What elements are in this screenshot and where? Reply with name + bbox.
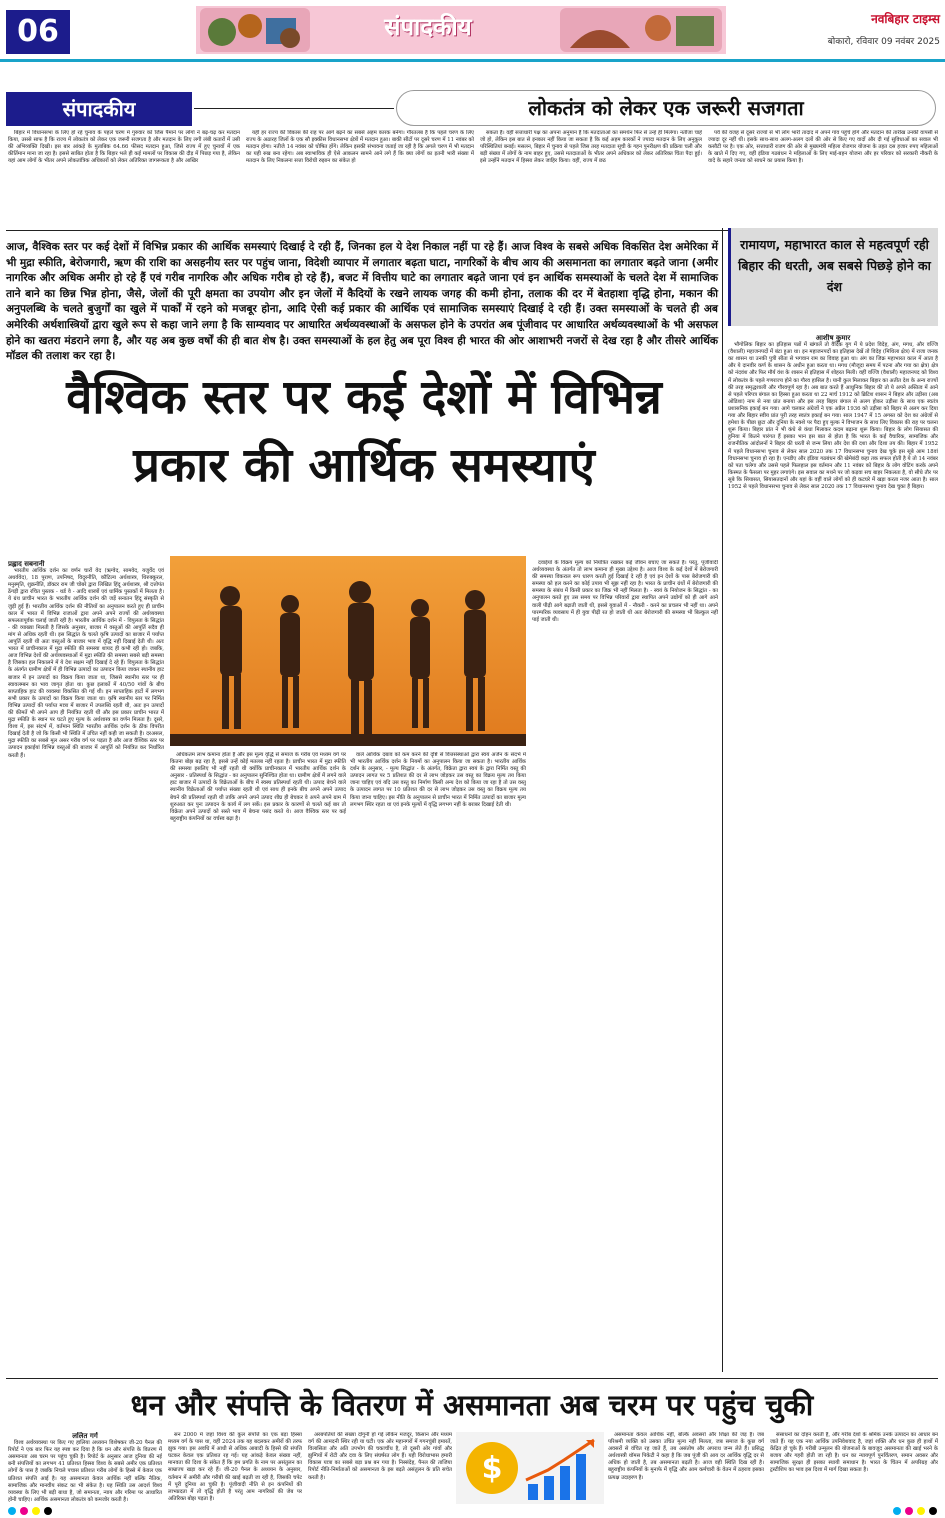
svg-text:$: $: [481, 1451, 503, 1486]
main-article-column-2: अधिकतम लाभ कमाना होता है और इस मूल्य वृद्धि से समाज के गरीब एवं मध्यम वर्ग पर कितना बोझ बढ़ रहा है, इससे उन्हें कोई मतलब नहीं रहता है। प्राचीन भारत में मुद्रा स्फीति की समस्या इसलिए भी नहीं रहती थी क्योंकि प्राचीनकाल में भारतीय आर्थिक दर्शन के अनुसार - प्रतिस्पर्धा के सिद्धांत - का अनुपालन सुनिश्चित होता था। ग्रामीण क्षेत्रों में लगने वाले हाट बाजार में उत्पादों के विक्रेताओं के बीच में स्वस्थ प्रतिस्पर्धा रहती थी। उत्पाद बेचने वाले स्थानीय विक्रेताओं की पर्याप्त संख्या रहती थी एवं साथ ही इनके बीच अपने अपने उत्पाद बेचने की प्रतिस्पर्धा रहती थी ताकि अपने अपने उत्पाद शीघ्र ही बेचकर वे अपने अपने ग्राम में शुरुआत कर पुनः उत्पादन के कार्य में लग सकें। इस प्रकार के कारणों से चलते कई बार तो विक्रेता अपने उत्पादों को सस्ते भाव में बेचना पसंद करते थे। आज वैश्विक स्तर पर कई बहुराष्ट्रीय कंपनियों का वर्चस्व बढ़ा है।: [170, 752, 346, 822]
article-deck: आज, वैश्विक स्तर पर कई देशों में विभिन्न प्रकार की आर्थिक समस्याएं दिखाई दे रही हैं, जिनका हल ये देश निकाल नहीं पा रहे हैं। आज विश्व के सबसे अधिक विकसित देश अमेरिका में भी मुद्रा स्फीति, बेरोजगारी, ऋण की राशि का असहनीय स्तर पर पहुंच जाना, विदेशी व्यापार में लगातार बढ़ता घाटा, नागरिकों के बीच आय की असमानता का लगातार बढ़ते जाना (अमीर नागरिक और अधिक अमीर हो रहे हैं एवं गरीब नागरिक और अधिक गरीब हो रहे हैं), बजट में वित्तीय घाटे का लगातार बढ़ते जाना एवं इन आर्थिक समस्याओं के चलते देश में सामाजिक ताने बाने का छिन्न भिन्न होना, जैसे, जेलों की पूरी क्षमता का उपयोग और इन जेलों में कैदियों के रखने लायक जगह की कमी होना, तलाक की दर में बेतहाशा वृद्धि होना, मकान की अनुपलब्धि के चलते बुजुर्गों का खुले में पार्कों में रहने को मजबूर होना, आदि ऐसी कई प्रकार की आर्थिक एवं सामाजिक समस्याएं दिखाई दे रही हैं। उक्त समस्याओं के चलते ही अब अमेरिकी अर्थशास्त्रियों द्वारा खुले रूप से कहा जाने लगा है कि साम्यवाद पर आधारित अर्थव्यवस्थाओं के असफल होने के उपरांत अब पूंजीवाद पर आधारित अर्थव्यवस्थाओं के भी असफल होने का खतरा मंडराने लगा है, और यह अब कुछ वर्षों की ही बात शेष है। उक्त समस्याओं के हल हेतु अब पूरा विश्व ही भारत की ओर आशाभरी नजरों से देख रहा है और तीसरे आर्थिक मॉडल की तलाश कर रहा है।: [6, 241, 718, 363]
main-article-byline: प्रह्लाद सबनानी: [8, 560, 45, 568]
article2-column-3: अरबपतियों की संख्या दोगुनी हो गई लेकिन मजदूर, किसान और मध्यम वर्ग की आमदनी स्थिर रही या घटी। एक ओर महानगरों में गगनचुंबी इमारतें, विलासिता और अति उपभोग की चकाचौंध है, तो दूसरी ओर गांवों और झुग्गियों में रोटी और दवा के लिए संघर्षरत लोग हैं। यही विरोधाभास हमारी विकास यात्रा का सबसे बड़ा प्रश्न बन गया है। निस्संदेह, पैनल की ताजिया रिपोर्ट नीति-निर्माताओं को असमानता के इस बढ़ते असंतुलन के प्रति सचेत करती है।: [308, 1432, 452, 1481]
page-number: 06: [6, 10, 70, 54]
editorial-column-3: सकता है। वहीं सत्ताधारी पक्ष का अपना अनुमान है कि मतदाताओं का समर्थन फिर से उन्हें ही मिलेगा। नतीजा चाहे जो हो, लेकिन इस बात से इनकार नहीं किया जा सकता है कि कई अहम कारकों ने ज्यादा मतदान के लिए अनुकूल परिस्थितियां बनाईं। मसलन, बिहार में चुनाव से पहले जिस तरह मतदाता सूची के गहन पुनरीक्षण की प्रक्रिया चली और बड़ी संख्या में लोगों के नाम बाहर हुए, उससे मतदाताओं के भीतर अपने अधिकार को लेकर अतिरिक्त चिंता पैदा हुई। इसे उन्होंने मतदान में हिस्सा लेकर जाहिर किया। वहीं, राज्य में छठ: [480, 130, 702, 165]
sidebar-divider: [722, 228, 723, 1372]
main-article-column-4: दवाईयों के विक्रय मूल्य को नियंत्रित रखकर कई जीवन बचाए जा सकते हैं। परंतु, पूंजीवादी अर्थव्यवस्था के अंतर्गत तो लाभ कमाना ही मुख्य उद्देश्य है। आज विश्व के कई देशों में बेरोजगारी की समस्या विकराल रूप धारण करती हुई दिखाई दे रही है एवं इन देशों के पास बेरोजगारी की समस्या को हल करने का कोई उपाय भी सूझ नहीं रहा है। भारत के प्राचीन ग्रंथों में बेरोजगारी की समस्या के संबंध में किसी प्रकार का जिक्र भी नहीं मिलता है। - स्वयं के नियोजन के सिद्धांत - का अनुपालन करते हुए उस समय पर विभिन्न परिवारों द्वारा स्थापित अपने उद्योगों को ही आगे आने वाली पीढ़ी आगे बढ़ाती जाती थी, इससे युवाओं में - नौकरी - करने का प्रचलन भी नहीं था। अपने पारम्परिक व्यवसाय में ही युवा पीढ़ी रत हो जाती थी अतः बेरोजगारी की समस्या भी बिल्कुल नहीं पाई जाती थी।: [532, 560, 718, 623]
article2-top-rule: [6, 1378, 938, 1379]
editorial-section-label: संपादकीय: [6, 92, 192, 126]
editorial-column-2: यही हर राज्य की विकास की राह पर आगे बढ़ने का सबसे अहम कारक बनेगा। गौरतलब है कि पहले चरण के लिए राज्य के अठारह जिलों के एक सौ इक्कीस विधानसभा क्षेत्रों में मतदान हुआ। बाकी सीटों पर दूसरे चरण में 11 नवंबर को मतदान होगा। नतीजे 14 नवंबर को घोषित होंगे। लेकिन इसकी संभावना जताई जा रही है कि अगले चरण में भी मतदान का यही रुख बना रहेगा। अब स्वाभाविक ही ऐसे आकलन सामने आने लगे हैं कि क्या लोगों का इतनी भारी संख्या में मतदान के लिए निकलना सत्ता विरोधी रुझान का संकेत हो: [246, 130, 474, 165]
money-growth-illustration: [456, 1432, 604, 1504]
main-headline-line-2: प्रकार की आर्थिक समस्याएं: [133, 438, 595, 493]
section-banner-title: संपादकीय: [384, 13, 472, 41]
sidebar-byline: आशीष कुमार: [815, 334, 851, 342]
masthead-dateline: बोकारो, रविवार 09 नवंबर 2025: [827, 37, 940, 47]
sidebar-headline: रामायण, महाभारत काल से महत्वपूर्ण रही बिहार की धरती, अब सबसे पिछड़े होने का दंश: [728, 228, 938, 326]
article2-column-4: असमानता केवल आर्थिक नहीं, बल्कि अवसरों और शिक्षा की जड़ है। जब परिश्रमी व्यक्ति को उसका उचित मूल्य नहीं मिलता, जब समाज के कुछ वर्ग अवसरों से वंचित रह जाते हैं, तब असंतोष और अपराध जन्म लेते हैं। प्रसिद्ध अर्थशास्त्री थॉमस पिकेटी ने कहा है कि जब पूंजी की आय दर आर्थिक वृद्धि दर से अधिक हो जाती है, तब असमानता बढ़ती है। आज वही स्थिति दिख रही है। बहुराष्ट्रीय कंपनियों के मुनाफे में वृद्धि और आम कर्मचारी के वेतन में ठहराव इसका प्रत्यक्ष उदाहरण है।: [608, 1432, 764, 1481]
main-article-column-1: प्रह्लाद सबनानी भारतीय आर्थिक दर्शन का वर्णन चारों वेद (ऋग्वेद, सामवेद, यजुर्वेद एवं अथर्ववेद), 18 पुराण, उपनिषद, विदुरनीति, कौटिल्य अर्थशास्त्र, थिरुक्कुरल, मनुस्मृति, शुक्रनीति, डॉक्टर राम जी चोबरे द्वारा लिखित हिंदू अर्थशास्त्र, श्री दत्तोपंत ठेंगड़ी द्वारा रचित पुस्तक - थर्ड वे - आदि शास्त्रों एवं धार्मिक पुस्तकों में मिलता है। ये ग्रंथ प्राचीन भारत के भारतीय आर्थिक दर्शन की जड़ें सनातन हिंदू संस्कृति से जुड़ी हुई हैं। भारतीय आर्थिक दर्शन की नीतियों का अनुपालन करते हुए ही प्राचीन काल में भारत में विभिन्न राजाओं द्वारा अपने अपने राज्यों की अर्थव्यवस्था सफलतापूर्वक चलाई जाती रही है। भारतीय आर्थिक दर्शन में - विपुलता के सिद्धांत - की व्याख्या मिलती है जिसके अनुसार, बाजार में वस्तुओं की आपूर्ति सदैव ही मांग से अधिक रहती थी। इस सिद्धांत के चलते कृषि उत्पादों का बाजार में पर्याप्त आपूर्ति रहती थी अतः वस्तुओं के बाजार भाव में वृद्धि नहीं दिखाई देती थी। अतः भारत में प्राचीनकाल में मुद्रा स्फीति की समस्या शायद ही कभी रही हो। जबकि, आज विभिन्न देशों की अर्थव्यवस्थाओं में मुद्रा स्फीति की समस्या सबसे बड़ी समस्या है जिसका हल निकालने में ये देश सक्षम नहीं दिखाई दे रहे हैं। विपुलता के सिद्धांत के अंतर्गत ग्रामीण क्षेत्रों में ही विभिन्न उत्पादों का उत्पादन किया जाकर स्थानीय हाट बाजार में इन उत्पादों का विक्रय किया जाता था, जिससे स्थानीय स्तर पर ही स्वावलम्बन का भाव जागृत होता था। कुछ इलाकों में 40/50 गांवों के बीच साप्ताहिक हाट की व्यवस्था विकसित की गई थी। इन साप्ताहिक हाटों में लगभग सभी प्रकार के उत्पादों का विक्रय किया जाता था। कृषि स्थानीय स्तर पर निर्मित विभिन्न उत्पादों की पर्याप्त मात्रा में बाजार में उपलब्धि रहती थी, अतः इन उत्पादों की कीमतें भी अपने आप ही नियंत्रित रहती थीं और इस प्रकार प्राचीन भारत में मुद्रा स्फीति के स्थान पर घटते हुए मूल्य के अर्थशास्त्र का वर्णन मिलता है। दूसरे, विश्व में, इस संदर्भ में, वर्तमान स्थिति भारतीय आर्थिक दर्शन के ठीक विपरीत दिखाई देती है जो कि किसी भी स्थिति में उचित नहीं कही जा सकती है। दरअसल, मुद्रा स्फीति का सबसे मूल असर गरीब वर्ग पर पड़ता है और आज वैश्विक स्तर पर उत्पादन इकाईयां विभिन्न वस्तुओं की बाजार में आपूर्ति को नियंत्रित कर निर्धारित करती हैं।: [8, 560, 164, 759]
silhouette-crowd-image: [170, 556, 526, 746]
print-registration-marks: [0, 1504, 945, 1518]
banner-collage-left-image: [200, 8, 310, 52]
article2-byline: ललित गर्ग: [72, 1432, 98, 1440]
article2-column-1: ललित गर्ग विश्व अर्थव्यवस्था पर किए गए हालिया अध्ययन विशेषकर जी-20 पैनल की रिपोर्ट ने एक बार फिर यह स्पष्ट कर दिया है कि धन और संपत्ति के वितरण में असमानता अब चरम पर पहुंच चुकी है। रिपोर्ट के अनुसार आज दुनिया की नई बनी संपत्तियों का लगभग 41 प्रतिशत हिस्सा विश्व के सबसे अमीर एक प्रतिशत लोगों के पास है जबकि निचले पचास प्रतिशत गरीब लोगों के हिस्से में केवल एक प्रतिशत संपत्ति आई है। यह असमानता केवल आर्थिक नहीं बल्कि नैतिक, सामाजिक और मानवीय संकट का भी संकेत है। यह स्थिति उस आदर्श विश्व व्यवस्था के लिए भी बड़ी बाधा है, जो समानता, न्याय और गरिमा पर आधारित होनी चाहिए। आर्थिक असमानता लोकतंत्र को कमजोर करती है।: [8, 1432, 162, 1503]
article2-column-5: संसाधनों का दोहन करती है, और गरीब देशों के श्रमिक उनके उत्पादन का आधार बन जाते हैं। यह एक नया आर्थिक उपनिवेशवाद है, जहां शक्ति और धन कुछ ही हाथों में केंद्रित हो चुके हैं। गरीबी उन्मूलन की योजनाओं के बावजूद असमानता की खाई भरने के बजाय और गहरी होती जा रही है। धन का न्यायपूर्ण पुनर्वितरण, समान अवसर और सामाजिक सुरक्षा ही इसका स्थायी समाधान है। भारत के चिंतन में अपरिग्रह और ट्रस्टीशिप का भाव इस दिशा में मार्ग दिखा सकता है।: [770, 1432, 938, 1474]
editorial-column-1: बिहार में विधानसभा के लिए हो रहे चुनाव के पहले चरण में गुरुवार को जिस पैमाने पर लोगों ने बढ़-चढ़ कर मतदान किया, उससे साफ है कि राज्य में लोकतंत्र को लेकर एक जरूरी सजगता है और मतदान के लिए लगी लंबी कतारों में उसी की अभिव्यक्ति दिखी। इस बार आंकड़े के मुताबिक 64.66 फीसद मतदान हुआ, जिसे राज्य में हुए चुनावों में एक कीर्तिमान माना जा रहा है। इससे साबित होता है कि बिहार भले ही कई मामलों पर विकास की दौड़ में पिछड़ गया है, लेकिन यहां आम लोगों के भीतर अपने लोकतांत्रिक अधिकारों को लेकर अतिरिक्त जागरूकता है और आखिर: [8, 130, 240, 165]
editorial-headline: लोकतंत्र को लेकर एक जरूरी सजगता: [396, 90, 936, 126]
banner-collage-right-image: [560, 8, 722, 52]
editorial-column-4: पर्व की वजह से दूसरे राज्यों से भी लोग भारी तादाद में अपने गांव पहुंचे होंगे और मतदान की तारीख उनकी वापसी से ज्यादा दूर नहीं थी। इसके साथ-साथ अलग-अलग दलों की ओर से किए गए वादों और दी गई सुविधाओं का सवाल भी कसौटी पर है। एक ओर, सत्ताधारी राजग की ओर से मुख्यमंत्री महिला रोजगार योजना के तहत दस हजार रुपए महिलाओं के खाते में दिए गए, वहीं इंडिया गठबंधन ने महिलाओं के लिए माई-बहन योजना और हर परिवार को सरकारी नौकरी के वादे के सहारे जनता को साधने का प्रयास किया है।: [708, 130, 938, 165]
editorial-head-rule: [194, 108, 394, 109]
masthead: नवबिहार टाइम्स: [871, 12, 940, 26]
article2-headline: धन और संपत्ति के वितरण में असमानता अब चरम पर पहुंच चुकी: [130, 1388, 814, 1422]
main-headline-line-1: वैश्विक स्तर पर कई देशों में विभिन्न: [66, 370, 662, 425]
main-headline: [10, 364, 718, 500]
article2-column-2: सन 2000 में जहां विश्व की कुल संपत्ति का एक बड़ा हिस्सा मध्यम वर्ग के पास था, वहीं 2024 तक यह बदलकर अमीरों की तरफ झुक गया। इस अवधि में आधी से अधिक आबादी के हिस्से की संपत्ति घटकर केवल एक प्रतिशत रह गई। यह आंकड़े केवल संख्या नहीं, मानवता की दिशा के संकेत हैं कि हम प्रगति के नाम पर असंतुलन का साम्राज्य खड़ा कर रहे हैं। जी-20 पैनल के अध्ययन के अनुसार, वर्तमान में अमीरी और गरीबी की खाई बढ़ती जा रही है, जिसकी चपेट में पूरी दुनिया आ चुकी है। पूंजीवादी नीति से इन कंपनियों की लाभप्रदता में तो वृद्धि होती है परंतु आम नागरिकों की जेब पर अतिरिक्त बोझ पड़ता है।: [168, 1432, 302, 1502]
sidebar-body: आशीष कुमार भौगोलिक बिहार का इतिहास पन्नों में खंगालें तो वैदिक युग में ये प्रदेश विदेह, अंग, मगध, और वज्जि (वैशाली) महाजनपदों में बंटा हुआ था। इन महाजनपदों का इतिहास देखें तो विदेह (मिथिला क्षेत्र) में राजा जनक का शासन था उनकी पुत्री सीता से भगवान राम का विवाह हुआ था। अंग का जिक्र महाभारत काल में आता है और ये दानवीर कर्ण के शासन के अधीन हुआ करता था। मगध (मौजूदा समय में पटना और गया का क्षेत्र) क्षेत्र को नंदवंश और फिर मौर्य वंश के शासन से इतिहास में शोहरत मिली। वहीं वज्जि (वैशाली) महाजनपद को विश्व में लोकतंत्र के पहले गणराज्य होने का गौरव हासिल है। यानी कुल मिलाकर बिहार का अतीत देश के अन्य राज्यों की तरह समृद्धशाली और गौरवपूर्ण रहा है। अब बात करते हैं आधुनिक बिहार की तो ये अपने अस्तित्व में आने से पहले परिपत्र बंगाल का हिस्सा हुआ करता था 22 मार्च 1912 को ब्रिटिश शासन ने बिहार और उड़ीसा (अब ओडिशा) नाम से नया प्रांत बनाया और इस तरह बिहार बंगाल से अलग होकर उड़ीसा के साथ एक स्वतंत्र प्रशासनिक इकाई बन गया। आगे चलकर अंग्रेजों ने एक अप्रैल 1936 को उड़ीसा को बिहार से अलग कर दिया गया और बिहार स्वीय प्रांत पूरी तरह स्वतंत्र इकाई बन गया। साल 1947 में 15 अगस्त को देश का अंग्रेजों से हमेशा के पीछा छूटा और दुनिया के नक्शे पर पैदा हुए मुल्क ने विभाजन के साथ लिए विकास की राह पर चलना शुरू किया। बिहार प्रांत ने भी कंधे से कंधा मिलाकर कदम बढ़ाना शुरू किया। बिहार के लोग सियासत की हुनिया में कितने पारंगत हैं इसका भान इस बात से होता है कि भारत के कई वैचारिक, सामाजिक और राजनीतिक आंदोलनों ने बिहार की धरती से जन्म लिया और देश की दशा और दिशा तय की। बिहार में 1952 में पहले विधानसभा चुनाव से लेकर साल 2020 तक 17 विधानसभा चुनाव देख चुके इस सूबे आम 18वां विधानसभा चुनाव हो रहा है। एनडीए और इंडिया गठबंधन की खेमेबंदी कहा तक सफल होती है ये तो 14 नवंबर को पता चलेगा और उससे पहले फिलहाल इस वर्तमान और 11 नवंबर को बिहार के लोग वोटिंग करके अपने किस्मत के फैसला पर मुहर लगाएंगे। इस सवाल का मथने पर जो कड़वा सच बाहर निकलता है, वो सीधे तौर पर सूबे कि सियासत, सियासतदानों और यहां के वहीं वाले लोगों को ही कटघरे में खड़ा करता नजर आता है। साल 1952 से पहले विधानसभा चुनाव से लेकर साल 2020 तक 17 विधानसभा चुनाव देख चुका है बिहार।: [728, 334, 938, 490]
main-article-column-3: वाले आर्थिक दबाव को कम करने की दृष्टि से वित्तसंस्थाओं द्वारा स्वयं अर्जन के संदर्भ में भी भारतीय आर्थिक दर्शन के नियमों का अनुपालन किया जा सकता है। भारतीय आर्थिक दर्शन के अनुसार, - मूल्य सिद्धांत - के अंतर्गत, विक्रेता द्वारा स्वयं के द्वारा निर्मित वस्तु की उत्पादन लागत पर 5 प्रतिशत की दर से लाभ जोड़कर उस वस्तु का विक्रय मूल्य तय किया जाना चाहिए एवं यदि उस वस्तु का निर्माण किसी अन्य देश को किया जा रहा है तो उस वस्तु के उत्पादन लागत पर 10 प्रतिशत की दर से लाभ जोड़कर उस वस्तु का विक्रय मूल्य तय किया जाना चाहिए। इस नीति के अनुपालन से प्राचीन भारत में निर्मित उत्पादों का बाजार मूल्य लगभग स्थिर रहता था एवं इनके मूल्यों में वृद्धि लगभग नहीं के बराबर दिखाई देती थी।: [350, 752, 526, 808]
